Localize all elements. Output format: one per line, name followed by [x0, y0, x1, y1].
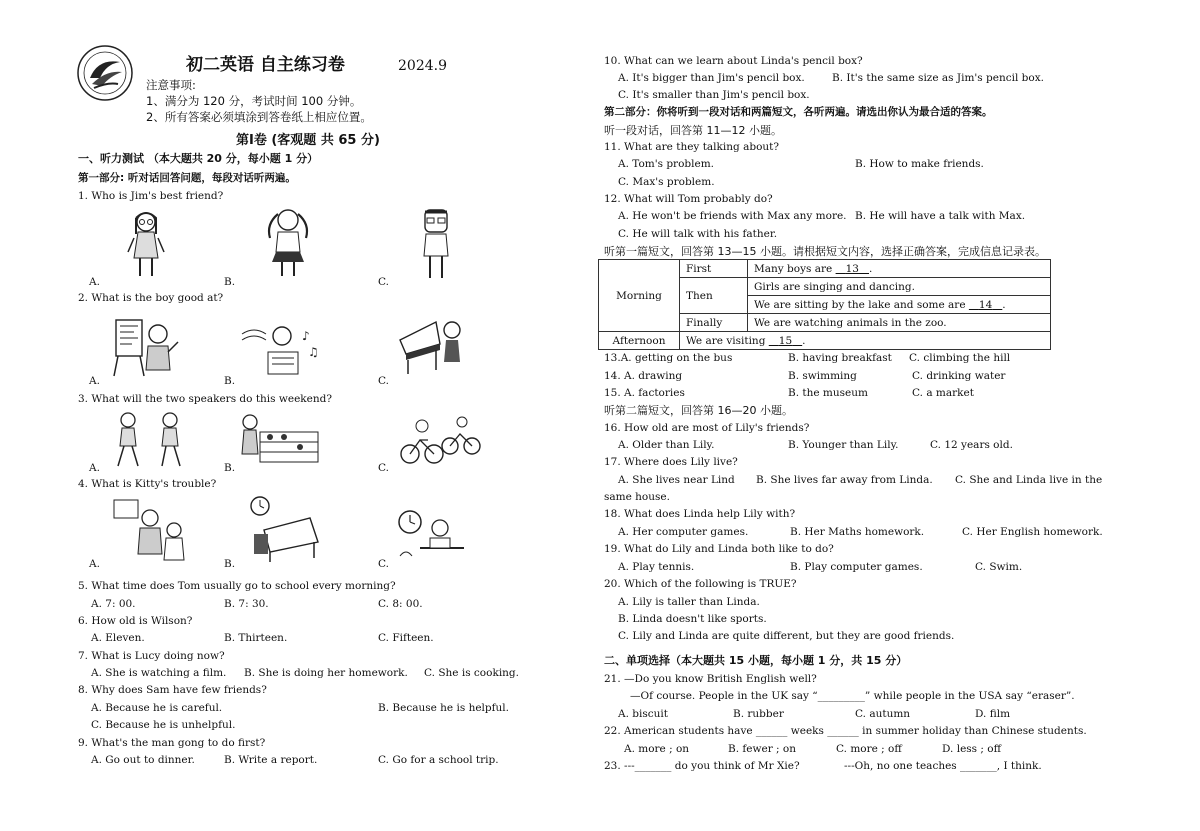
q15-option-c: C. a market [912, 387, 974, 399]
row4-text: We are visiting [686, 334, 766, 347]
q18-option-b: B. Her Maths homework. [790, 526, 925, 538]
q4-option-c: C. [378, 558, 389, 570]
q16-option-b: B. Younger than Lily. [788, 439, 899, 451]
q1-a-girl-with-glasses-picture [118, 208, 174, 282]
q16-option-c: C. 12 years old. [930, 439, 1013, 451]
q11-question: 11. What are they talking about? [604, 141, 779, 153]
q21-option-c: C. autumn [855, 708, 911, 720]
single-choice-title: 二、单项选择（本大题共 15 小题，每小题 1 分，共 15 分） [604, 654, 908, 667]
q17-option-b: B. She lives far away from Linda. [756, 474, 933, 486]
q21-question-line2: —Of course. People in the UK say “_________” while people in the USA say “eraser”. [630, 690, 1075, 702]
q19-question: 19. What do Lily and Linda both like to do? [604, 543, 834, 555]
section-title: 第Ⅰ卷 (客观题 共 65 分) [236, 133, 380, 148]
q11-option-a: A. Tom's problem. [618, 158, 714, 170]
q18-option-a: A. Her computer games. [618, 526, 749, 538]
q2-option-b: B. [224, 375, 236, 387]
q18-question: 18. What does Linda help Lily with? [604, 508, 796, 520]
q1-option-a: A. [89, 276, 100, 288]
q6-option-a: A. Eleven. [91, 632, 145, 644]
q19-option-c: C. Swim. [975, 561, 1023, 573]
q3-option-c: C. [378, 462, 389, 474]
q23-question: 23. ---_______ do you think of Mr Xie? [604, 760, 800, 772]
text2-intro: 听第二篇短文，回答第 16—20 小题。 [604, 404, 793, 417]
q16-option-a: A. Older than Lily. [618, 439, 715, 451]
q13-option-a: 13.A. getting on the bus [604, 352, 733, 364]
q3-question: 3. What will the two speakers do this weekend? [78, 393, 332, 405]
q2-a-painting-picture [112, 312, 182, 380]
q4-option-a: A. [89, 558, 100, 570]
q4-a-sick-picture [110, 496, 190, 564]
notice-title: 注意事项: [146, 78, 196, 92]
q19-option-a: A. Play tennis. [618, 561, 695, 573]
row1-text: Many boys are [754, 262, 833, 275]
q19-option-b: B. Play computer games. [790, 561, 923, 573]
q4-question: 4. What is Kitty's trouble? [78, 478, 217, 490]
blank-15 [769, 335, 802, 347]
q1-b-girl-pigtails-picture [258, 204, 318, 280]
q21-question: 21. —Do you know British English well? [604, 673, 817, 685]
q11-option-c: C. Max's problem. [618, 176, 715, 188]
q10-option-b: B. It's the same size as Jim's pencil box. [832, 72, 1044, 84]
q8-option-b: B. Because he is helpful. [378, 702, 509, 714]
page-title: 初二英语 自主练习卷 [186, 55, 345, 75]
q5-option-c: C. 8: 00. [378, 598, 423, 610]
q2-b-singing-picture [240, 320, 320, 380]
q15-option-a: 15. A. factories [604, 387, 685, 399]
q1-option-c: C. [378, 276, 389, 288]
q6-option-b: B. Thirteen. [224, 632, 288, 644]
q3-c-cycling-picture [398, 414, 484, 470]
listening-title: 一、听力测试 （本大题共 20 分，每小题 1 分） [78, 152, 319, 165]
q22-option-a: A. more ; on [624, 743, 690, 755]
table-row-2a: Girls are singing and dancing. [748, 278, 1051, 296]
q1-question: 1. Who is Jim's best friend? [78, 190, 224, 202]
q2-c-piano-picture [396, 310, 468, 378]
q20-option-b: B. Linda doesn't like sports. [618, 613, 767, 625]
q22-option-b: B. fewer ; on [728, 743, 797, 755]
q18-option-c: C. Her English homework. [962, 526, 1103, 538]
q10-question: 10. What can we learn about Linda's pencil box? [604, 55, 863, 67]
table-row-2b: We are sitting by the lake and some are 14 . [748, 296, 1051, 314]
q23-response: ---Oh, no one teaches _______, I think. [844, 760, 1042, 772]
q2-option-a: A. [89, 375, 100, 387]
dialog-intro: 听一段对话，回答第 11—12 小题。 [604, 124, 782, 137]
q14-option-a: 14. A. drawing [604, 370, 683, 382]
table-row-4: We are visiting 15 . [680, 332, 1051, 350]
q3-option-b: B. [224, 462, 236, 474]
q3-b-shopping-picture [240, 410, 330, 470]
q13-option-b: B. having breakfast [788, 352, 892, 364]
table-row-1: Many boys are 13 . [748, 260, 1051, 278]
q4-option-b: B. [224, 558, 236, 570]
q20-option-a: A. Lily is taller than Linda. [618, 596, 760, 608]
q11-option-b: B. How to make friends. [855, 158, 984, 170]
q2-question: 2. What is the boy good at? [78, 292, 224, 304]
exam-date: 2024.9 [398, 58, 447, 74]
q12-option-c: C. He will talk with his father. [618, 228, 778, 240]
q20-option-c: C. Lily and Linda are quite different, but they are good friends. [618, 630, 955, 642]
q17-question: 17. Where does Lily live? [604, 456, 738, 468]
q7-option-a: A. She is watching a film. [91, 667, 227, 679]
q17-option-c: C. She and Linda live in the [955, 474, 1103, 486]
q9-question: 9. What's the man gong to do first? [78, 737, 266, 749]
q5-question: 5. What time does Tom usually go to school every morning? [78, 580, 396, 592]
q21-option-a: A. biscuit [618, 708, 668, 720]
q22-option-d: D. less ; off [942, 743, 1002, 755]
q6-question: 6. How old is Wilson? [78, 615, 193, 627]
row2b-text: We are sitting by the lake and some are [754, 298, 966, 311]
blank-15-number: 15 [778, 334, 793, 347]
part1-instruction: 第一部分: 听对话回答问题，每段对话听两遍。 [78, 172, 296, 184]
info-record-table [598, 259, 1051, 350]
q17-option-a: A. She lives near Lind [618, 474, 735, 486]
table-first: First [680, 260, 748, 278]
q12-option-a: A. He won't be friends with Max any more. [618, 210, 847, 222]
blank-13 [836, 263, 869, 275]
q16-question: 16. How old are most of Lily's friends? [604, 422, 810, 434]
blank-13-number: 13 [845, 262, 859, 275]
q15-option-b: B. the museum [788, 387, 868, 399]
table-then: Then [680, 278, 748, 314]
q6-option-c: C. Fifteen. [378, 632, 434, 644]
q21-option-b: B. rubber [733, 708, 784, 720]
q5-option-b: B. 7: 30. [224, 598, 269, 610]
q21-option-d: D. film [975, 708, 1011, 720]
q9-option-b: B. Write a report. [224, 754, 318, 766]
blank-14-number: 14 [978, 298, 993, 311]
svg-text:♫: ♫ [308, 345, 319, 359]
blank-14 [969, 299, 1002, 311]
q3-a-hiking-picture [110, 410, 190, 470]
q1-c-boy-with-glasses-picture [412, 206, 460, 282]
q8-option-c: C. Because he is unhelpful. [91, 719, 236, 731]
text1-intro: 听第一篇短文，回答第 13—15 小题。请根据短文内容，选择正确答案，完成信息记录表。 [604, 245, 1046, 258]
table-afternoon: Afternoon [599, 332, 680, 350]
part2-instruction: 第二部分：你将听到一段对话和两篇短文，各听两遍。请选出你认为最合适的答案。 [604, 106, 993, 118]
q7-question: 7. What is Lucy doing now? [78, 650, 225, 662]
table-row-3: We are watching animals in the zoo. [748, 314, 1051, 332]
q22-option-c: C. more ; off [836, 743, 902, 755]
table-finally: Finally [680, 314, 748, 332]
table-morning: Morning [599, 260, 680, 332]
q8-option-a: A. Because he is careful. [91, 702, 223, 714]
q14-option-c: C. drinking water [912, 370, 1006, 382]
notice-2: 2、所有答案必须填涂到答卷纸上相应位置。 [146, 110, 372, 124]
q4-b-piano-clock-picture [244, 494, 328, 564]
q8-question: 8. Why does Sam have few friends? [78, 684, 267, 696]
q9-option-a: A. Go out to dinner. [91, 754, 195, 766]
q5-option-a: A. 7: 00. [91, 598, 136, 610]
q22-question: 22. American students have ______ weeks ______ in summer holiday than Chinese students. [604, 725, 1087, 737]
q7-option-c: C. She is cooking. [424, 667, 519, 679]
q4-c-clock-homework-picture [394, 508, 470, 564]
q17-option-c-continued: same house. [604, 491, 670, 503]
q12-question: 12. What will Tom probably do? [604, 193, 773, 205]
q13-option-c: C. climbing the hill [909, 352, 1011, 364]
q10-option-c: C. It's smaller than Jim's pencil box. [618, 89, 810, 101]
q14-option-b: B. swimming [788, 370, 857, 382]
q3-option-a: A. [89, 462, 100, 474]
notice-1: 1、满分为 120 分，考试时间 100 分钟。 [146, 94, 362, 108]
q2-option-c: C. [378, 375, 389, 387]
q10-option-a: A. It's bigger than Jim's pencil box. [618, 72, 805, 84]
q9-option-c: C. Go for a school trip. [378, 754, 499, 766]
q1-option-b: B. [224, 276, 236, 288]
svg-text:♪: ♪ [302, 329, 310, 343]
school-logo [76, 44, 134, 102]
q20-question: 20. Which of the following is TRUE? [604, 578, 797, 590]
q7-option-b: B. She is doing her homework. [244, 667, 408, 679]
q12-option-b: B. He will have a talk with Max. [855, 210, 1026, 222]
